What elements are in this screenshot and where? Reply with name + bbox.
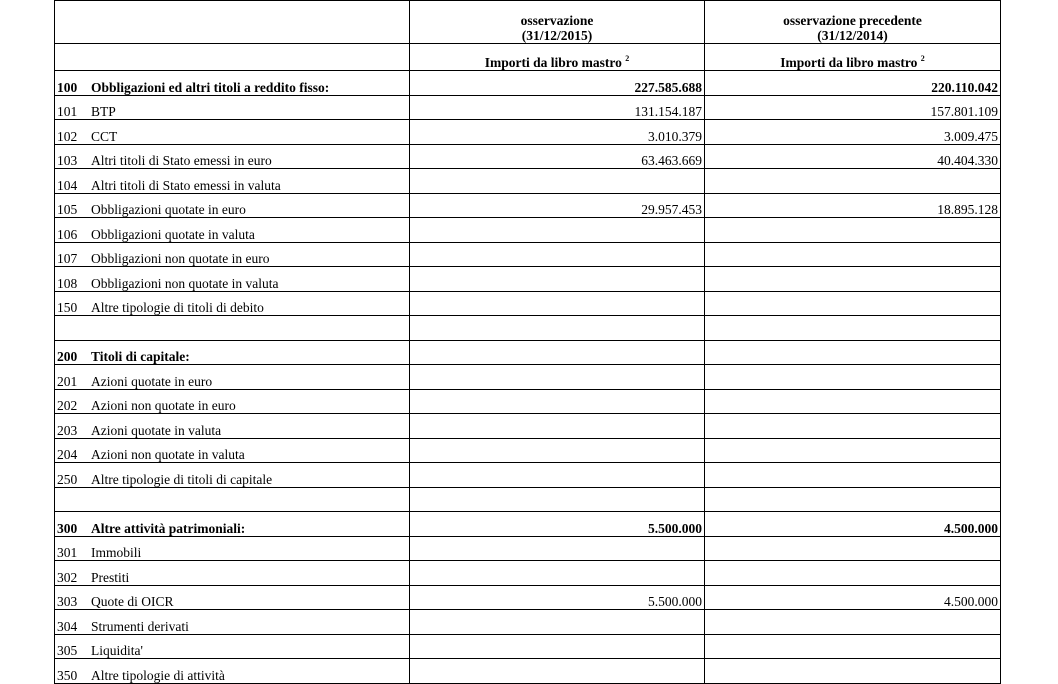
table-row: [55, 659, 1001, 684]
subheader-col-2014-label: Importi da libro mastro: [780, 55, 918, 70]
row-label-cell: [55, 218, 410, 243]
row-code: 103: [57, 153, 78, 168]
row-code: 101: [57, 104, 78, 119]
row-label: Azioni non quotate in euro: [91, 398, 236, 413]
table-row: [55, 340, 1001, 365]
table-row: [55, 242, 1001, 267]
value-2014-cell: [705, 536, 1001, 561]
value-2014-cell: [705, 487, 1001, 512]
value-2014-cell: [705, 463, 1001, 488]
table-row: [55, 536, 1001, 561]
table-row: [55, 634, 1001, 659]
row-label: Altre attività patrimoniali:: [91, 520, 246, 536]
row-label: Obbligazioni non quotate in euro: [91, 251, 270, 266]
value-2014-cell: 40.404.330: [705, 144, 1001, 169]
subheader-col-2015-label: Importi da libro mastro: [484, 55, 622, 70]
table-row: [55, 316, 1001, 341]
footnote-ref: 2: [920, 54, 925, 63]
value-2015-cell: [410, 414, 705, 439]
row-label-cell: [55, 659, 410, 684]
row-code: 150: [57, 300, 78, 315]
row-label-cell: [55, 365, 410, 390]
row-label-cell: [55, 340, 410, 365]
row-label-cell: [55, 634, 410, 659]
row-code: 202: [57, 398, 78, 413]
value-2015-cell: 5.500.000: [410, 512, 705, 537]
value-2015-cell: [410, 463, 705, 488]
value-2014-cell: [705, 634, 1001, 659]
header-col-2015: [410, 1, 705, 44]
value-2015-cell: [410, 267, 705, 292]
row-label-cell: [55, 316, 410, 341]
row-code: 107: [57, 251, 78, 266]
header-row: [55, 1, 1001, 44]
row-code: 300: [57, 520, 78, 536]
value-2015-cell: [410, 242, 705, 267]
header-col-2014-title: osservazione precedente: [783, 13, 922, 28]
row-label-cell: [55, 536, 410, 561]
value-2015-cell: [410, 340, 705, 365]
subheader-row: [55, 44, 1001, 71]
table-row: [55, 438, 1001, 463]
row-label-cell: [55, 267, 410, 292]
row-code: 100: [57, 79, 78, 95]
table-row: [55, 193, 1001, 218]
value-2015-cell: [410, 487, 705, 512]
subheader-col-2014: [705, 44, 1001, 71]
value-2014-cell: [705, 169, 1001, 194]
value-2015-cell: [410, 291, 705, 316]
row-label-cell: [55, 389, 410, 414]
row-label-cell: [55, 438, 410, 463]
value-2014-cell: 3.009.475: [705, 120, 1001, 145]
row-label: Azioni non quotate in valuta: [91, 447, 245, 462]
row-code: 105: [57, 202, 78, 217]
value-2014-cell: 18.895.128: [705, 193, 1001, 218]
value-2014-cell: [705, 561, 1001, 586]
footnote-ref: 2: [625, 54, 630, 63]
value-2015-cell: [410, 536, 705, 561]
table-row: [55, 585, 1001, 610]
table-row: [55, 365, 1001, 390]
row-label-cell: [55, 144, 410, 169]
value-2014-cell: [705, 242, 1001, 267]
row-label-cell: [55, 242, 410, 267]
table-row: [55, 414, 1001, 439]
value-2015-cell: [410, 365, 705, 390]
row-label: Altre tipologie di titoli di capitale: [91, 471, 273, 487]
value-2014-cell: [705, 389, 1001, 414]
table-row: [55, 512, 1001, 537]
value-2015-cell: [410, 659, 705, 684]
row-label-cell: [55, 561, 410, 586]
value-2015-cell: [410, 169, 705, 194]
row-label-cell: [55, 463, 410, 488]
row-label-cell: [55, 291, 410, 316]
value-2015-cell: [410, 610, 705, 635]
row-label: Strumenti derivati: [91, 618, 189, 634]
value-2014-cell: [705, 610, 1001, 635]
table-row: [55, 218, 1001, 243]
row-label: Altri titoli di Stato emessi in valuta: [91, 177, 281, 193]
header-empty-cell: [55, 1, 410, 44]
row-label-cell: [55, 169, 410, 194]
row-label-cell: [55, 95, 410, 120]
subheader-col-2015: [410, 44, 705, 71]
table-row: [55, 169, 1001, 194]
table-row: [55, 144, 1001, 169]
value-2015-cell: [410, 561, 705, 586]
table-row: [55, 95, 1001, 120]
value-2015-cell: 5.500.000: [410, 585, 705, 610]
row-code: 305: [57, 643, 78, 658]
row-label: BTP: [91, 104, 116, 119]
row-label: Quote di OICR: [91, 594, 174, 609]
header-col-2015-date: (31/12/2015): [521, 28, 593, 43]
table-row: [55, 389, 1001, 414]
row-code: 203: [57, 422, 78, 438]
header-col-2014-date: (31/12/2014): [817, 28, 888, 43]
table-row: [55, 610, 1001, 635]
row-code: 200: [57, 349, 78, 364]
row-code: 201: [57, 373, 78, 389]
row-label: Titoli di capitale:: [91, 349, 190, 364]
value-2015-cell: [410, 634, 705, 659]
row-label-cell: [55, 71, 410, 96]
value-2014-cell: 157.801.109: [705, 95, 1001, 120]
table-row: [55, 487, 1001, 512]
header-col-2014: [705, 1, 1001, 44]
row-label: Obbligazioni non quotate in valuta: [91, 275, 279, 291]
table-row: [55, 71, 1001, 96]
row-label: Altri titoli di Stato emessi in euro: [91, 153, 272, 168]
row-label: Immobili: [91, 545, 142, 560]
table-row: [55, 120, 1001, 145]
row-code: 106: [57, 226, 78, 242]
value-2015-cell: 3.010.379: [410, 120, 705, 145]
value-2014-cell: 4.500.000: [705, 585, 1001, 610]
value-2014-cell: [705, 659, 1001, 684]
row-label: Obbligazioni ed altri titoli a reddito fisso:: [91, 79, 330, 95]
table-row: [55, 267, 1001, 292]
row-code: 302: [57, 569, 78, 585]
row-code: 304: [57, 618, 78, 634]
row-code: 204: [57, 447, 78, 462]
row-label: Prestiti: [91, 569, 130, 585]
value-2015-cell: [410, 438, 705, 463]
table-row: [55, 463, 1001, 488]
value-2015-cell: [410, 218, 705, 243]
value-2014-cell: 4.500.000: [705, 512, 1001, 537]
value-2015-cell: 29.957.453: [410, 193, 705, 218]
subheader-empty-cell: [55, 44, 410, 71]
row-label-cell: [55, 487, 410, 512]
value-2014-cell: [705, 365, 1001, 390]
value-2015-cell: [410, 316, 705, 341]
row-label-cell: [55, 414, 410, 439]
value-2014-cell: [705, 218, 1001, 243]
header-col-2015-title: osservazione: [520, 13, 594, 28]
row-code: 250: [57, 471, 78, 487]
value-2015-cell: [410, 389, 705, 414]
row-code: 104: [57, 177, 78, 193]
row-code: 108: [57, 275, 78, 291]
value-2015-cell: 131.154.187: [410, 95, 705, 120]
value-2014-cell: [705, 291, 1001, 316]
row-label: Altre tipologie di attività: [91, 667, 225, 683]
value-2015-cell: 63.463.669: [410, 144, 705, 169]
value-2014-cell: [705, 414, 1001, 439]
row-label: Liquidita': [91, 643, 143, 658]
value-2014-cell: [705, 340, 1001, 365]
row-label: Obbligazioni quotate in euro: [91, 202, 246, 217]
row-label: Azioni quotate in valuta: [91, 422, 222, 438]
row-label-cell: [55, 512, 410, 537]
row-label: Azioni quotate in euro: [91, 373, 213, 389]
row-label: CCT: [91, 128, 118, 144]
row-label-cell: [55, 193, 410, 218]
value-2014-cell: [705, 267, 1001, 292]
row-label: Altre tipologie di titoli di debito: [91, 300, 264, 315]
row-label-cell: [55, 585, 410, 610]
balance-table: [54, 0, 1001, 684]
row-code: 102: [57, 128, 78, 144]
row-label: Obbligazioni quotate in valuta: [91, 226, 255, 242]
value-2014-cell: [705, 316, 1001, 341]
value-2015-cell: 227.585.688: [410, 71, 705, 96]
value-2014-cell: [705, 438, 1001, 463]
table-row: [55, 561, 1001, 586]
row-label-cell: [55, 610, 410, 635]
row-code: 303: [57, 594, 78, 609]
value-2014-cell: 220.110.042: [705, 71, 1001, 96]
row-label-cell: [55, 120, 410, 145]
row-code: 301: [57, 545, 78, 560]
row-code: 350: [57, 667, 78, 683]
table-row: [55, 291, 1001, 316]
